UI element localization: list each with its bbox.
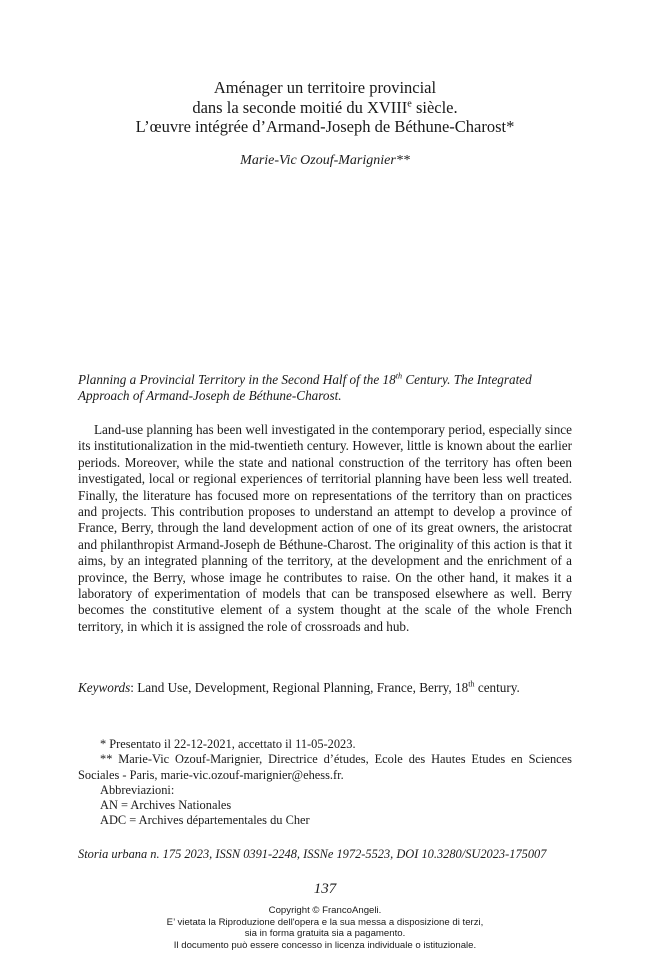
keywords-end: century. [474, 680, 520, 695]
footnotes [78, 737, 572, 829]
english-title-superscript: th [395, 371, 403, 381]
abbreviation-adc: ADC = Archives départementales du Cher [100, 813, 310, 828]
copyright-notice [0, 905, 650, 951]
article-title [40, 78, 610, 137]
footnote-author: ** Marie-Vic Ozouf-Marignier, Directrice d’études, Ecole des Hautes Etudes en Sciences Sociales - Paris, marie-vic.ozouf-marignier@ehess.fr. [78, 752, 572, 782]
title-line-2-end: siècle. [411, 97, 458, 117]
keywords-superscript: th [468, 679, 475, 689]
english-title-end: Century. The Integrated Approach of Armand-Joseph de Béthune-Charost. [78, 372, 532, 404]
author-name: Marie-Vic Ozouf-Marignier** [240, 153, 410, 168]
title-line-1: Aménager un territoire provincial [213, 78, 437, 97]
keywords-line [78, 680, 572, 696]
title-line-2-text: dans la seconde moitié du XVIII [192, 97, 408, 117]
abbreviation-an: AN = Archives Nationales [100, 798, 232, 813]
page-number: 137 [313, 881, 337, 897]
english-title-text: Planning a Provincial Territory in the Second Half of the 18 [78, 372, 396, 387]
keywords-label: Keywords [78, 680, 131, 695]
title-line-3: L’œuvre intégrée d’Armand-Joseph de Béthune-Charost* [135, 117, 515, 136]
copyright-line-3: sia in forma gratuita sia a pagamento. [244, 928, 406, 940]
footnote-presentato: * Presentato il 22-12-2021, accettato il 11-05-2023. [100, 737, 356, 751]
journal-reference: Storia urbana n. 175 2023, ISSN 0391-2248, ISSNe 1972-5523, DOI 10.3280/SU2023-175007 [78, 847, 547, 861]
abstract-paragraph: Land-use planning has been well investigated in the contemporary period, especially since its institutionalization in the mid-twentieth century. However, little is known about the earlier periods. Moreover, while the state and national construction of the territory has often been investigated, local or regional experiences of territorial planning have been less well treated. Finally, the literature has focused more on representations of the territory than on practices and projects. This contribution proposes to understand an attempt to develop a province of France, Berry, through the land development action of one of its great owners, the aristocrat and philanthropist Armand-Joseph de Béthune-Charost. The originality of this action is that it aims, by an integrated planning of the territory, at the development and the enrichment of a province, the Berry, whose image he contributes to raise. On the other hand, it makes it a laboratory of experimentation of models that can be transposed elsewhere as well. Berry becomes the constitutive element of a system thought at the scale of the whole French territory, in which it is assigned the role of crossroads and hub. [78, 422, 572, 634]
keywords-text: : Land Use, Development, Regional Planning, France, Berry, 18 [130, 680, 469, 695]
copyright-line-1: Copyright © FrancoAngeli. [268, 905, 382, 916]
copyright-line-4: Il documento può essere concesso in licenza individuale o istituzionale. [173, 939, 477, 951]
title-line-2 [40, 98, 610, 118]
english-title [78, 372, 572, 405]
title-superscript: e [407, 98, 412, 109]
abbreviations-heading: Abbreviazioni: [100, 782, 175, 797]
copyright-line-2: E’ vietata la Riproduzione dell'opera e la sua messa a disposizione di terzi, [166, 916, 484, 928]
